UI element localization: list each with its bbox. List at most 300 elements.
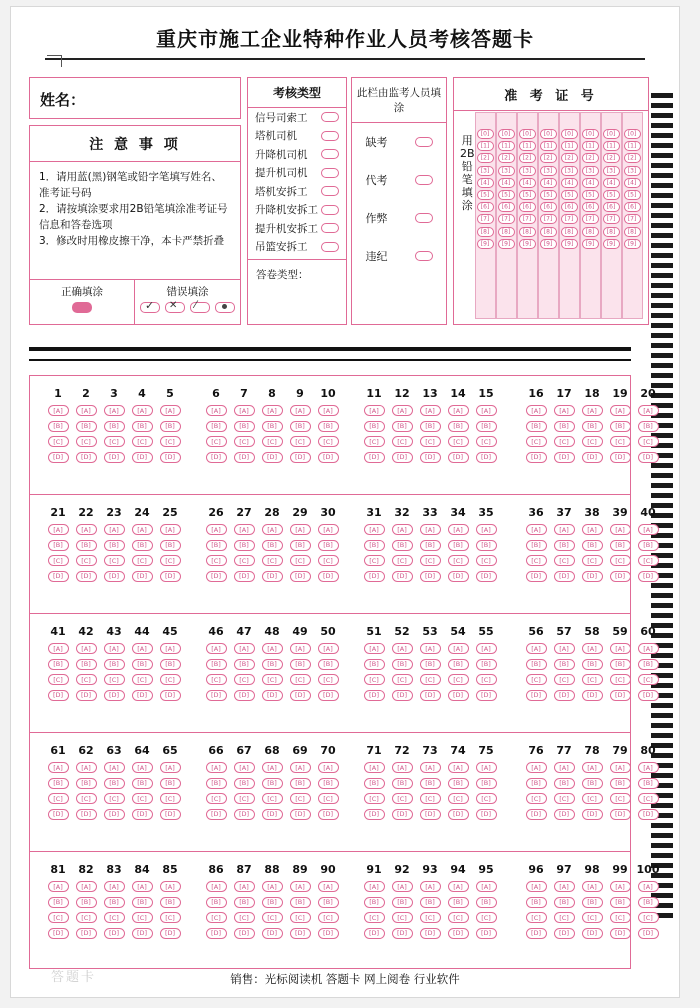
answer-bubble[interactable]: [582, 436, 603, 447]
answer-bubble[interactable]: [132, 659, 153, 670]
question-column[interactable]: [314, 614, 342, 732]
admission-digit-bubble[interactable]: [561, 129, 578, 139]
exam-type-bubble[interactable]: [321, 131, 339, 141]
question-column[interactable]: [314, 733, 342, 851]
answer-bubble[interactable]: [638, 881, 659, 892]
proctor-row[interactable]: [352, 237, 446, 275]
answer-bubble[interactable]: [206, 452, 227, 463]
exam-type-row[interactable]: [248, 108, 346, 127]
answer-bubble[interactable]: [318, 643, 339, 654]
answer-bubble[interactable]: [234, 809, 255, 820]
question-column[interactable]: [444, 852, 472, 970]
admission-digit-bubble[interactable]: [540, 214, 557, 224]
answer-bubble[interactable]: [48, 524, 69, 535]
admission-digit-bubble[interactable]: [519, 178, 536, 188]
admission-digit-bubble[interactable]: [519, 141, 536, 151]
answer-bubble[interactable]: [554, 436, 575, 447]
answer-bubble[interactable]: [262, 555, 283, 566]
answer-bubble[interactable]: [448, 897, 469, 908]
admission-digit-bubble[interactable]: [603, 239, 620, 249]
answer-bubble[interactable]: [76, 452, 97, 463]
answer-bubble[interactable]: [610, 778, 631, 789]
answer-bubble[interactable]: [206, 674, 227, 685]
answer-bubble[interactable]: [76, 436, 97, 447]
answer-bubble[interactable]: [318, 405, 339, 416]
answer-bubble[interactable]: [104, 690, 125, 701]
answer-bubble[interactable]: [132, 436, 153, 447]
question-column[interactable]: [72, 376, 100, 494]
answer-bubble[interactable]: [290, 690, 311, 701]
answer-bubble[interactable]: [610, 674, 631, 685]
admission-digit-bubble[interactable]: [477, 153, 494, 163]
answer-bubble[interactable]: [318, 524, 339, 535]
answer-bubble[interactable]: [318, 555, 339, 566]
answer-bubble[interactable]: [392, 643, 413, 654]
answer-bubble[interactable]: [262, 809, 283, 820]
answer-bubble[interactable]: [392, 659, 413, 670]
answer-bubble[interactable]: [104, 809, 125, 820]
answer-bubble[interactable]: [48, 674, 69, 685]
admission-digit-bubble[interactable]: [540, 166, 557, 176]
answer-bubble[interactable]: [318, 674, 339, 685]
answer-bubble[interactable]: [206, 793, 227, 804]
answer-bubble[interactable]: [48, 452, 69, 463]
admission-digit-bubble[interactable]: [624, 153, 641, 163]
answer-bubble[interactable]: [104, 405, 125, 416]
answer-bubble[interactable]: [76, 540, 97, 551]
answer-bubble[interactable]: [448, 809, 469, 820]
answer-bubble[interactable]: [104, 762, 125, 773]
answer-bubble[interactable]: [262, 405, 283, 416]
answer-bubble[interactable]: [582, 405, 603, 416]
admission-digit-column[interactable]: [580, 112, 601, 319]
answer-bubble[interactable]: [206, 928, 227, 939]
question-column[interactable]: [202, 733, 230, 851]
admission-digit-bubble[interactable]: [603, 166, 620, 176]
answer-bubble[interactable]: [554, 762, 575, 773]
answer-bubble[interactable]: [392, 571, 413, 582]
question-column[interactable]: [578, 852, 606, 970]
answer-bubble[interactable]: [638, 659, 659, 670]
answer-bubble[interactable]: [638, 555, 659, 566]
question-column[interactable]: [258, 614, 286, 732]
question-column[interactable]: [472, 614, 500, 732]
answer-bubble[interactable]: [420, 540, 441, 551]
answer-bubble[interactable]: [420, 421, 441, 432]
answer-bubble[interactable]: [610, 928, 631, 939]
answer-bubble[interactable]: [554, 555, 575, 566]
answer-bubble[interactable]: [262, 690, 283, 701]
question-column[interactable]: [550, 614, 578, 732]
question-column[interactable]: [634, 495, 662, 613]
answer-bubble[interactable]: [48, 881, 69, 892]
answer-bubble[interactable]: [526, 912, 547, 923]
answer-bubble[interactable]: [364, 421, 385, 432]
question-column[interactable]: [360, 614, 388, 732]
admission-digit-bubble[interactable]: [561, 214, 578, 224]
answer-bubble[interactable]: [132, 897, 153, 908]
exam-type-row[interactable]: [248, 219, 346, 238]
question-column[interactable]: [388, 495, 416, 613]
answer-bubble[interactable]: [638, 421, 659, 432]
answer-bubble[interactable]: [132, 762, 153, 773]
admission-digit-bubble[interactable]: [561, 178, 578, 188]
answer-bubble[interactable]: [160, 643, 181, 654]
answer-bubble[interactable]: [610, 809, 631, 820]
exam-type-bubble[interactable]: [321, 149, 339, 159]
answer-bubble[interactable]: [420, 571, 441, 582]
answer-bubble[interactable]: [290, 881, 311, 892]
question-column[interactable]: [472, 495, 500, 613]
answer-bubble[interactable]: [160, 540, 181, 551]
answer-bubble[interactable]: [318, 421, 339, 432]
answer-bubble[interactable]: [582, 897, 603, 908]
answer-bubble[interactable]: [318, 912, 339, 923]
proctor-bubble[interactable]: [415, 175, 433, 185]
answer-bubble[interactable]: [48, 540, 69, 551]
answer-bubble[interactable]: [234, 674, 255, 685]
admission-digit-bubble[interactable]: [540, 190, 557, 200]
answer-bubble[interactable]: [476, 674, 497, 685]
answer-bubble[interactable]: [48, 912, 69, 923]
answer-bubble[interactable]: [262, 793, 283, 804]
answer-bubble[interactable]: [476, 659, 497, 670]
admission-digit-column[interactable]: [622, 112, 643, 319]
answer-bubble[interactable]: [206, 405, 227, 416]
answer-bubble[interactable]: [76, 524, 97, 535]
answer-bubble[interactable]: [104, 928, 125, 939]
answer-bubble[interactable]: [638, 809, 659, 820]
question-column[interactable]: [444, 495, 472, 613]
answer-bubble[interactable]: [364, 928, 385, 939]
answer-bubble[interactable]: [476, 897, 497, 908]
answer-bubble[interactable]: [290, 809, 311, 820]
answer-bubble[interactable]: [48, 897, 69, 908]
question-column[interactable]: [202, 495, 230, 613]
answer-bubble[interactable]: [48, 928, 69, 939]
question-column[interactable]: [286, 495, 314, 613]
answer-bubble[interactable]: [526, 421, 547, 432]
question-column[interactable]: [444, 376, 472, 494]
admission-digit-bubble[interactable]: [519, 153, 536, 163]
question-column[interactable]: [634, 733, 662, 851]
answer-bubble[interactable]: [206, 436, 227, 447]
admission-digit-bubble[interactable]: [582, 129, 599, 139]
admission-digit-bubble[interactable]: [498, 190, 515, 200]
question-column[interactable]: [472, 852, 500, 970]
answer-bubble[interactable]: [206, 571, 227, 582]
answer-bubble[interactable]: [364, 778, 385, 789]
answer-bubble[interactable]: [392, 555, 413, 566]
answer-bubble[interactable]: [160, 881, 181, 892]
answer-bubble[interactable]: [206, 540, 227, 551]
answer-bubble[interactable]: [206, 881, 227, 892]
admission-digit-column[interactable]: [496, 112, 517, 319]
answer-bubble[interactable]: [262, 912, 283, 923]
answer-bubble[interactable]: [476, 762, 497, 773]
question-column[interactable]: [286, 376, 314, 494]
answer-bubble[interactable]: [610, 897, 631, 908]
answer-bubble[interactable]: [104, 524, 125, 535]
answer-bubble[interactable]: [476, 436, 497, 447]
answer-bubble[interactable]: [318, 809, 339, 820]
admission-digit-bubble[interactable]: [498, 239, 515, 249]
answer-bubble[interactable]: [476, 809, 497, 820]
answer-bubble[interactable]: [610, 421, 631, 432]
answer-bubble[interactable]: [160, 762, 181, 773]
answer-bubble[interactable]: [132, 793, 153, 804]
answer-bubble[interactable]: [638, 540, 659, 551]
answer-bubble[interactable]: [610, 643, 631, 654]
answer-bubble[interactable]: [132, 555, 153, 566]
admission-digit-bubble[interactable]: [519, 190, 536, 200]
answer-bubble[interactable]: [420, 809, 441, 820]
answer-bubble[interactable]: [206, 912, 227, 923]
question-column[interactable]: [72, 852, 100, 970]
answer-bubble[interactable]: [262, 778, 283, 789]
question-column[interactable]: [550, 376, 578, 494]
answer-bubble[interactable]: [364, 643, 385, 654]
answer-bubble[interactable]: [262, 762, 283, 773]
admission-digit-bubble[interactable]: [498, 227, 515, 237]
answer-bubble[interactable]: [392, 524, 413, 535]
admission-digit-bubble[interactable]: [624, 227, 641, 237]
answer-bubble[interactable]: [448, 571, 469, 582]
answer-bubble[interactable]: [48, 571, 69, 582]
answer-bubble[interactable]: [76, 762, 97, 773]
answer-bubble[interactable]: [262, 571, 283, 582]
answer-bubble[interactable]: [364, 524, 385, 535]
admission-digit-bubble[interactable]: [477, 129, 494, 139]
question-column[interactable]: [258, 495, 286, 613]
answer-bubble[interactable]: [448, 912, 469, 923]
question-column[interactable]: [388, 733, 416, 851]
answer-bubble[interactable]: [206, 690, 227, 701]
answer-bubble[interactable]: [392, 405, 413, 416]
admission-digit-bubble[interactable]: [603, 129, 620, 139]
answer-bubble[interactable]: [476, 524, 497, 535]
answer-bubble[interactable]: [638, 452, 659, 463]
exam-type-row[interactable]: [248, 127, 346, 146]
answer-bubble[interactable]: [262, 881, 283, 892]
admission-digit-bubble[interactable]: [582, 227, 599, 237]
answer-bubble[interactable]: [610, 912, 631, 923]
question-column[interactable]: [472, 376, 500, 494]
answer-bubble[interactable]: [104, 897, 125, 908]
answer-bubble[interactable]: [476, 452, 497, 463]
answer-bubble[interactable]: [448, 555, 469, 566]
answer-bubble[interactable]: [610, 452, 631, 463]
answer-bubble[interactable]: [318, 540, 339, 551]
admission-digit-bubble[interactable]: [603, 153, 620, 163]
answer-bubble[interactable]: [554, 793, 575, 804]
question-column[interactable]: [522, 495, 550, 613]
answer-bubble[interactable]: [448, 540, 469, 551]
answer-bubble[interactable]: [262, 452, 283, 463]
question-column[interactable]: [634, 852, 662, 970]
question-column[interactable]: [416, 614, 444, 732]
question-column[interactable]: [578, 495, 606, 613]
answer-bubble[interactable]: [610, 793, 631, 804]
answer-bubble[interactable]: [290, 659, 311, 670]
answer-bubble[interactable]: [160, 809, 181, 820]
answer-bubble[interactable]: [364, 809, 385, 820]
question-column[interactable]: [416, 852, 444, 970]
admission-digit-bubble[interactable]: [477, 214, 494, 224]
question-column[interactable]: [578, 614, 606, 732]
question-column[interactable]: [128, 495, 156, 613]
answer-bubble[interactable]: [582, 809, 603, 820]
answer-bubble[interactable]: [234, 881, 255, 892]
answer-bubble[interactable]: [48, 762, 69, 773]
answer-bubble[interactable]: [290, 643, 311, 654]
admission-digit-bubble[interactable]: [540, 239, 557, 249]
answer-bubble[interactable]: [234, 897, 255, 908]
answer-bubble[interactable]: [638, 674, 659, 685]
answer-bubble[interactable]: [582, 571, 603, 582]
answer-bubble[interactable]: [160, 928, 181, 939]
question-column[interactable]: [100, 495, 128, 613]
answer-bubble[interactable]: [290, 912, 311, 923]
admission-digit-bubble[interactable]: [603, 214, 620, 224]
answer-bubble[interactable]: [132, 452, 153, 463]
question-column[interactable]: [202, 852, 230, 970]
admission-digit-bubble[interactable]: [477, 190, 494, 200]
answer-bubble[interactable]: [582, 762, 603, 773]
answer-bubble[interactable]: [318, 778, 339, 789]
answer-bubble[interactable]: [420, 674, 441, 685]
answer-bubble[interactable]: [476, 571, 497, 582]
answer-bubble[interactable]: [610, 555, 631, 566]
answer-bubble[interactable]: [392, 897, 413, 908]
admission-digit-bubble[interactable]: [624, 214, 641, 224]
admission-digit-column[interactable]: [559, 112, 580, 319]
answer-bubble[interactable]: [132, 778, 153, 789]
answer-bubble[interactable]: [364, 762, 385, 773]
question-column[interactable]: [606, 733, 634, 851]
answer-bubble[interactable]: [48, 659, 69, 670]
answer-bubble[interactable]: [554, 928, 575, 939]
question-column[interactable]: [100, 614, 128, 732]
answer-bubble[interactable]: [160, 674, 181, 685]
answer-bubble[interactable]: [318, 928, 339, 939]
answer-bubble[interactable]: [104, 452, 125, 463]
question-column[interactable]: [128, 852, 156, 970]
exam-type-row[interactable]: [248, 145, 346, 164]
answer-bubble[interactable]: [554, 659, 575, 670]
question-column[interactable]: [156, 733, 184, 851]
exam-type-bubble[interactable]: [321, 242, 339, 252]
answer-bubble[interactable]: [526, 643, 547, 654]
admission-digit-bubble[interactable]: [519, 214, 536, 224]
admission-digit-bubble[interactable]: [540, 202, 557, 212]
answer-bubble[interactable]: [610, 762, 631, 773]
answer-bubble[interactable]: [364, 674, 385, 685]
answer-bubble[interactable]: [234, 571, 255, 582]
exam-type-bubble[interactable]: [321, 112, 339, 122]
answer-bubble[interactable]: [160, 571, 181, 582]
answer-bubble[interactable]: [132, 912, 153, 923]
question-column[interactable]: [230, 733, 258, 851]
admission-digit-bubble[interactable]: [582, 190, 599, 200]
answer-bubble[interactable]: [582, 928, 603, 939]
answer-bubble[interactable]: [262, 421, 283, 432]
answer-bubble[interactable]: [290, 524, 311, 535]
answer-bubble[interactable]: [290, 762, 311, 773]
admission-digit-bubble[interactable]: [477, 141, 494, 151]
answer-bubble[interactable]: [132, 405, 153, 416]
admission-digit-bubble[interactable]: [561, 153, 578, 163]
admission-digit-bubble[interactable]: [603, 202, 620, 212]
question-column[interactable]: [522, 852, 550, 970]
answer-bubble[interactable]: [582, 659, 603, 670]
exam-type-bubble[interactable]: [321, 223, 339, 233]
admission-digit-bubble[interactable]: [561, 239, 578, 249]
answer-bubble[interactable]: [234, 452, 255, 463]
answer-bubble[interactable]: [526, 897, 547, 908]
answer-bubble[interactable]: [392, 436, 413, 447]
answer-bubble[interactable]: [76, 421, 97, 432]
answer-bubble[interactable]: [48, 809, 69, 820]
answer-bubble[interactable]: [526, 571, 547, 582]
answer-bubble[interactable]: [476, 912, 497, 923]
answer-bubble[interactable]: [420, 881, 441, 892]
answer-grid[interactable]: [29, 375, 660, 969]
question-column[interactable]: [258, 733, 286, 851]
answer-bubble[interactable]: [290, 421, 311, 432]
admission-digit-bubble[interactable]: [540, 178, 557, 188]
admission-digit-bubble[interactable]: [624, 178, 641, 188]
answer-bubble[interactable]: [132, 809, 153, 820]
answer-bubble[interactable]: [290, 897, 311, 908]
answer-bubble[interactable]: [160, 421, 181, 432]
answer-bubble[interactable]: [554, 540, 575, 551]
answer-bubble[interactable]: [132, 421, 153, 432]
answer-bubble[interactable]: [104, 436, 125, 447]
answer-bubble[interactable]: [364, 912, 385, 923]
question-column[interactable]: [360, 495, 388, 613]
admission-digit-bubble[interactable]: [519, 129, 536, 139]
answer-bubble[interactable]: [392, 928, 413, 939]
admission-digit-bubble[interactable]: [582, 239, 599, 249]
answer-bubble[interactable]: [476, 405, 497, 416]
answer-bubble[interactable]: [104, 540, 125, 551]
answer-bubble[interactable]: [392, 881, 413, 892]
answer-bubble[interactable]: [392, 912, 413, 923]
answer-bubble[interactable]: [554, 405, 575, 416]
question-column[interactable]: [156, 495, 184, 613]
question-column[interactable]: [128, 614, 156, 732]
answer-bubble[interactable]: [638, 690, 659, 701]
answer-bubble[interactable]: [582, 674, 603, 685]
admission-digit-bubble[interactable]: [603, 178, 620, 188]
answer-bubble[interactable]: [364, 452, 385, 463]
answer-bubble[interactable]: [262, 524, 283, 535]
answer-bubble[interactable]: [76, 674, 97, 685]
answer-bubble[interactable]: [610, 659, 631, 670]
answer-bubble[interactable]: [392, 762, 413, 773]
answer-bubble[interactable]: [610, 436, 631, 447]
answer-bubble[interactable]: [420, 524, 441, 535]
admission-digit-bubble[interactable]: [498, 202, 515, 212]
answer-bubble[interactable]: [448, 881, 469, 892]
answer-bubble[interactable]: [364, 659, 385, 670]
answer-bubble[interactable]: [638, 897, 659, 908]
answer-bubble[interactable]: [234, 690, 255, 701]
answer-bubble[interactable]: [132, 928, 153, 939]
answer-bubble[interactable]: [290, 674, 311, 685]
answer-bubble[interactable]: [420, 659, 441, 670]
